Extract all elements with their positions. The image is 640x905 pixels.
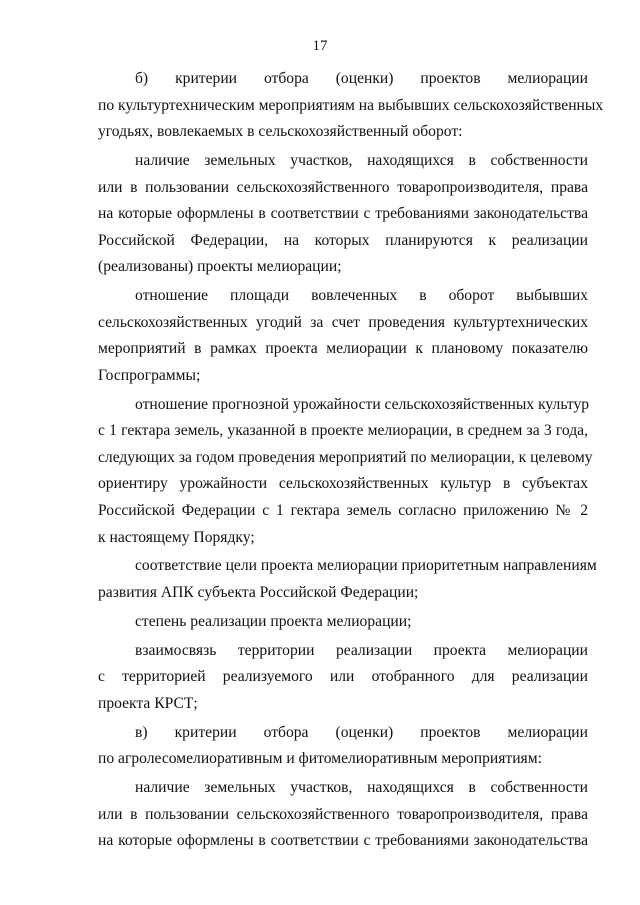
paragraph-area-ratio — [98, 283, 588, 389]
document-body — [98, 66, 604, 857]
paragraph-yield-ratio — [98, 392, 593, 552]
text-line: угодьях, вовлекаемых в сельскохозяйственный оборот: — [98, 123, 463, 141]
page-number: 17 — [312, 38, 328, 54]
text-line: наличие земельных участков, находящихся в собственности — [135, 778, 588, 796]
text-line: по агролесомелиоративным и фитомелиоративным мероприятиям: — [98, 750, 542, 768]
text-line: Российской Федерации с 1 гектара земель согласно приложению № 2 — [98, 502, 588, 520]
text-line: отношение площади вовлеченных в оборот выбывших — [135, 287, 588, 305]
text-line: следующих за годом проведения мероприятий по мелиорации, к целевому — [98, 448, 593, 466]
paragraph-territory-link — [98, 638, 588, 718]
text-line: развития АПК субъекта Российской Федерации; — [98, 584, 419, 602]
paragraph-goal-compliance — [98, 553, 597, 606]
text-line: в) критерии отбора (оценки) проектов мелиорации — [135, 723, 588, 741]
paragraph-criteria-v — [98, 720, 588, 773]
text-line: Госпрограммы; — [98, 366, 201, 384]
text-line: на которые оформлены в соответствии с требованиями законодательства — [98, 832, 588, 850]
text-line: ориентиру урожайности сельскохозяйственных культур в субъектах — [98, 475, 588, 493]
text-line: сельскохозяйственных угодий за счет проведения культуртехнических — [98, 313, 588, 331]
paragraph-implementation-degree — [98, 609, 588, 636]
text-line: (реализованы) проекты мелиорации; — [98, 258, 342, 276]
text-line: взаимосвязь территории реализации проекта мелиорации — [135, 641, 588, 659]
text-line: Российской Федерации, на которых планируются к реализации — [98, 231, 588, 249]
text-line: степень реализации проекта мелиорации; — [135, 612, 412, 630]
text-line: наличие земельных участков, находящихся в собственности — [135, 151, 588, 169]
text-line: или в пользовании сельскохозяйственного товаропроизводителя, права — [98, 805, 588, 823]
text-line: мероприятий в рамках проекта мелиорации к плановому показателю — [98, 340, 588, 358]
text-line: соответствие цели проекта мелиорации приоритетным направлениям — [135, 557, 597, 575]
text-line: или в пользовании сельскохозяйственного товаропроизводителя, права — [98, 178, 588, 196]
paragraph-land-availability-2 — [98, 775, 588, 855]
text-line: проекта КРСТ; — [98, 694, 198, 712]
text-line: с 1 гектара земель, указанной в проекте мелиорации, в среднем за 3 года, — [98, 422, 588, 440]
text-line: с территорией реализуемого или отобранного для реализации — [98, 668, 588, 686]
text-line: по культуртехническим мероприятиям на выбывших сельскохозяйственных — [98, 96, 604, 114]
paragraph-land-availability — [98, 148, 588, 281]
text-line: к настоящему Порядку; — [98, 528, 255, 546]
text-line: отношение прогнозной урожайности сельскохозяйственных культур — [135, 395, 590, 413]
paragraph-criteria-b — [98, 66, 604, 146]
text-line: б) критерии отбора (оценки) проектов мелиорации — [135, 70, 588, 87]
text-line: на которые оформлены в соответствии с требованиями законодательства — [98, 205, 588, 223]
